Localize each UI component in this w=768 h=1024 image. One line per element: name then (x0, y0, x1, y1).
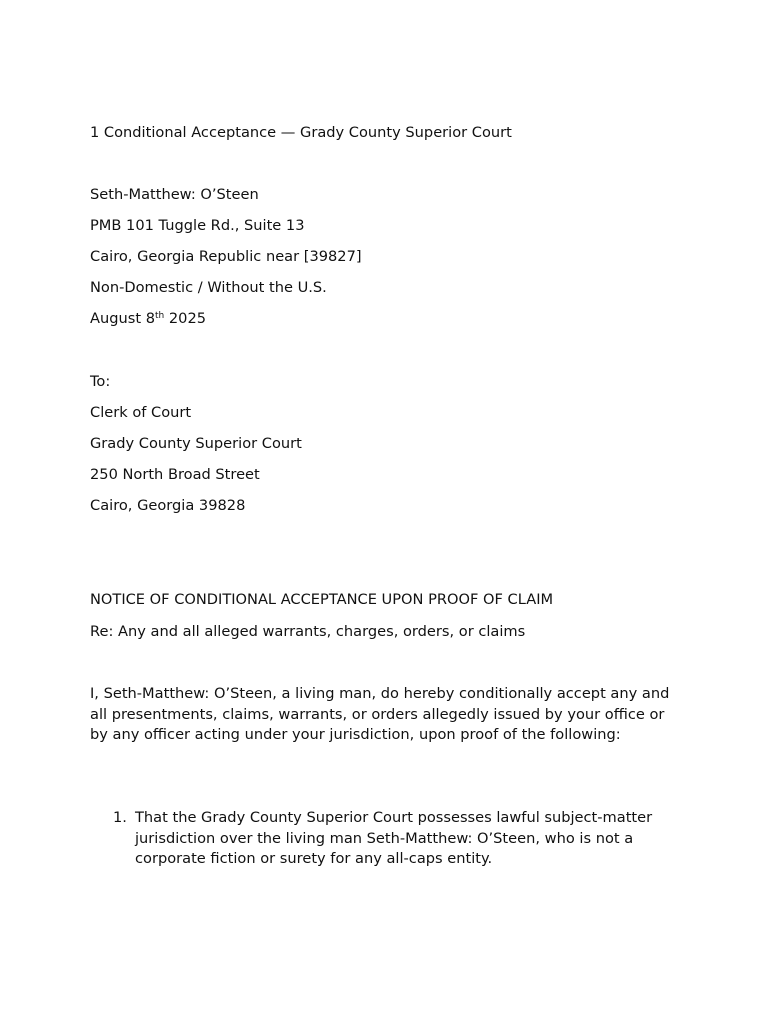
notice-title: NOTICE OF CONDITIONAL ACCEPTANCE UPON PROOF OF CLAIM (90, 591, 554, 608)
date-month-day: August 8 (90, 310, 155, 327)
document-heading: 1 Conditional Acceptance — Grady County Superior Court (90, 124, 512, 141)
recipient-line1: Clerk of Court (90, 404, 192, 421)
sender-address-line1: PMB 101 Tuggle Rd., Suite 13 (90, 217, 305, 234)
sender-status: Non-Domestic / Without the U.S. (90, 279, 327, 296)
recipient-line2: Grady County Superior Court (90, 435, 302, 452)
condition-text: That the Grady County Superior Court possesses lawful subject-matter jurisdiction over the living man Seth-Matthew: O’Steen, who is not a corporate fiction or surety for any all-caps entity. (135, 809, 653, 868)
body-paragraph: I, Seth-Matthew: O’Steen, a living man, do hereby conditionally accept any and all presentments, claims, warrants, or orders allegedly issued by your office or by any officer acting under your jurisdiction, upon proof of the following: (90, 685, 670, 744)
recipient-line4: Cairo, Georgia 39828 (90, 497, 246, 514)
recipient-to-label: To: (90, 373, 111, 390)
date-ordinal-suffix: th (155, 311, 165, 321)
condition-item (90, 808, 680, 870)
conditions-list (90, 808, 680, 870)
recipient-line3: 250 North Broad Street (90, 466, 260, 483)
sender-address-line2: Cairo, Georgia Republic near [39827] (90, 248, 362, 265)
date-year: 2025 (164, 310, 207, 327)
letter-date (90, 309, 206, 329)
sender-name: Seth-Matthew: O’Steen (90, 186, 259, 203)
condition-number: 1. (113, 809, 127, 826)
re-line: Re: Any and all alleged warrants, charges, orders, or claims (90, 623, 526, 640)
